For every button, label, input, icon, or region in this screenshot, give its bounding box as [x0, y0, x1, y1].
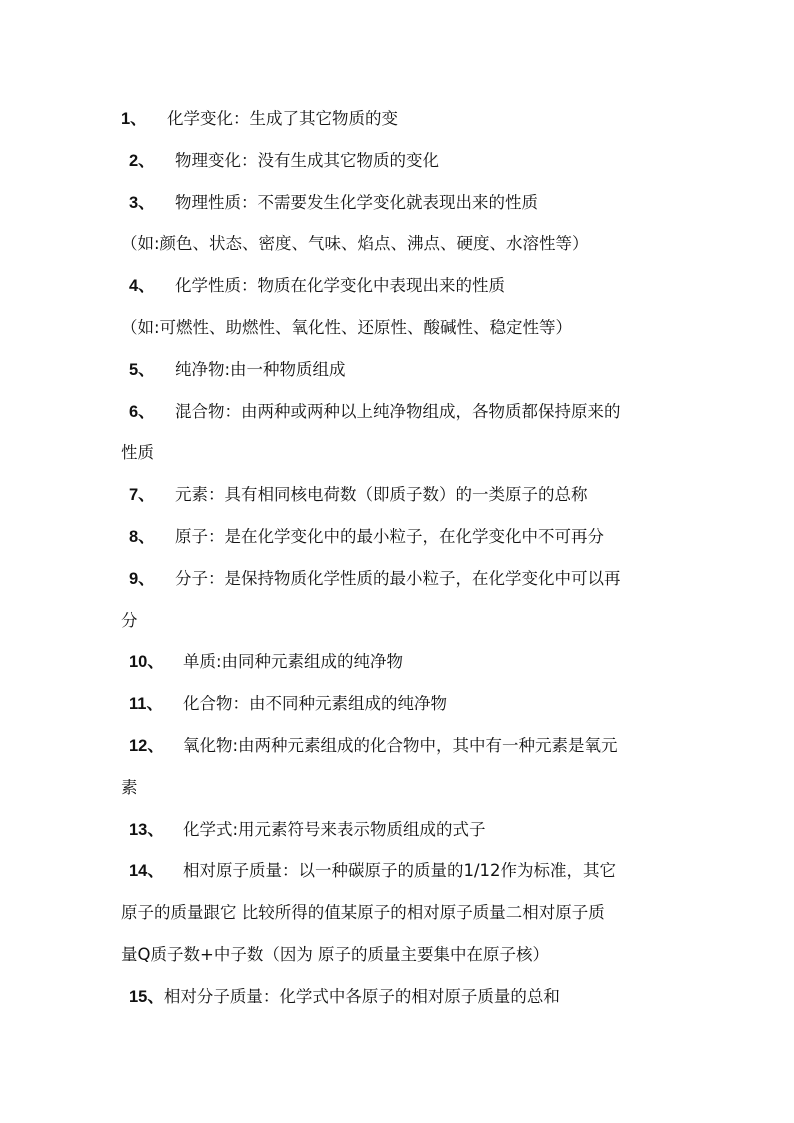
list-item: [121, 140, 681, 182]
item-number: 1、: [121, 110, 147, 128]
item-text: （如:颜色、状态、密度、气味、焰点、沸点、硬度、水溶性等）: [121, 234, 589, 254]
item-text: 分: [121, 610, 138, 630]
item-text: 量Q质子数+中子数（因为 原子的质量主要集中在原子核）: [121, 944, 550, 964]
list-item: [121, 641, 681, 683]
item-text: 原子：是在化学变化中的最小粒子，在化学变化中不可再分: [175, 526, 604, 546]
list-item-continuation: [121, 307, 681, 349]
item-text: 化学变化：生成了其它物质的变: [167, 109, 398, 128]
item-text: 元素：具有相同核电荷数（即质子数）的一类原子的总称: [175, 485, 588, 505]
list-item: [121, 976, 681, 1018]
item-number: 12、: [129, 736, 164, 755]
list-item: [121, 516, 681, 558]
item-number: 7、: [129, 486, 155, 505]
item-number: 2、: [129, 151, 155, 170]
item-number: 15、: [129, 987, 164, 1006]
item-text: 单质:由同种元素组成的纯净物: [183, 652, 404, 672]
list-item: [121, 182, 681, 224]
item-number: 6、: [129, 402, 155, 421]
item-number: 3、: [129, 193, 155, 212]
list-item-continuation: [121, 223, 681, 265]
list-item-continuation: [121, 767, 681, 809]
list-item: [121, 474, 681, 516]
list-item: [121, 98, 681, 140]
item-text: 化学性质：物质在化学变化中表现出来的性质: [175, 276, 505, 296]
list-item: [121, 725, 681, 767]
item-number: 11、: [129, 695, 163, 714]
item-text: 物理性质：不需要发生化学变化就表现出来的性质: [175, 192, 538, 212]
list-item-continuation: [121, 934, 681, 976]
item-number: 9、: [129, 569, 155, 588]
item-number: 5、: [129, 360, 155, 379]
item-number: 4、: [129, 277, 155, 296]
list-item-continuation: [121, 600, 681, 642]
list-item-continuation: [121, 892, 681, 934]
item-text: 纯净物:由一种物质组成: [175, 359, 346, 379]
item-number: 8、: [129, 527, 155, 546]
list-item: [121, 850, 681, 892]
item-text: 相对分子质量：化学式中各原子的相对原子质量的总和: [163, 986, 560, 1006]
item-number: 13、: [129, 820, 164, 839]
list-item: [121, 265, 681, 307]
item-text: 化合物：由不同种元素组成的纯净物: [183, 694, 447, 714]
list-item-continuation: [121, 432, 681, 474]
list-item: [121, 558, 681, 600]
list-item: [121, 349, 681, 391]
list-item: [121, 683, 681, 725]
item-number: 10、: [129, 653, 164, 672]
item-text: （如:可燃性、助燃性、氧化性、还原性、酸碱性、稳定性等）: [121, 317, 573, 337]
item-text: 氧化物:由两种元素组成的化合物中，其中有一种元素是氧元: [183, 735, 618, 755]
item-text: 化学式:用元素符号来表示物质组成的式子: [183, 819, 486, 839]
item-text: 相对原子质量：以一种碳原子的质量的1/12作为标准，其它: [183, 861, 617, 881]
item-text: 性质: [121, 443, 154, 463]
list-item: [121, 391, 681, 433]
list-item: [121, 809, 681, 851]
item-text: 原子的质量跟它 比较所得的值某原子的相对原子质量二相对原子质: [121, 903, 605, 923]
item-text: 混合物：由两种或两种以上纯净物组成，各物质都保持原来的: [175, 401, 621, 421]
item-text: 物理变化：没有生成其它物质的变化: [175, 150, 439, 170]
item-number: 14、: [129, 862, 164, 881]
item-text: 分子：是保持物质化学性质的最小粒子，在化学变化中可以再: [175, 568, 621, 588]
definitions-list: [121, 98, 681, 1018]
item-text: 素: [121, 777, 138, 797]
